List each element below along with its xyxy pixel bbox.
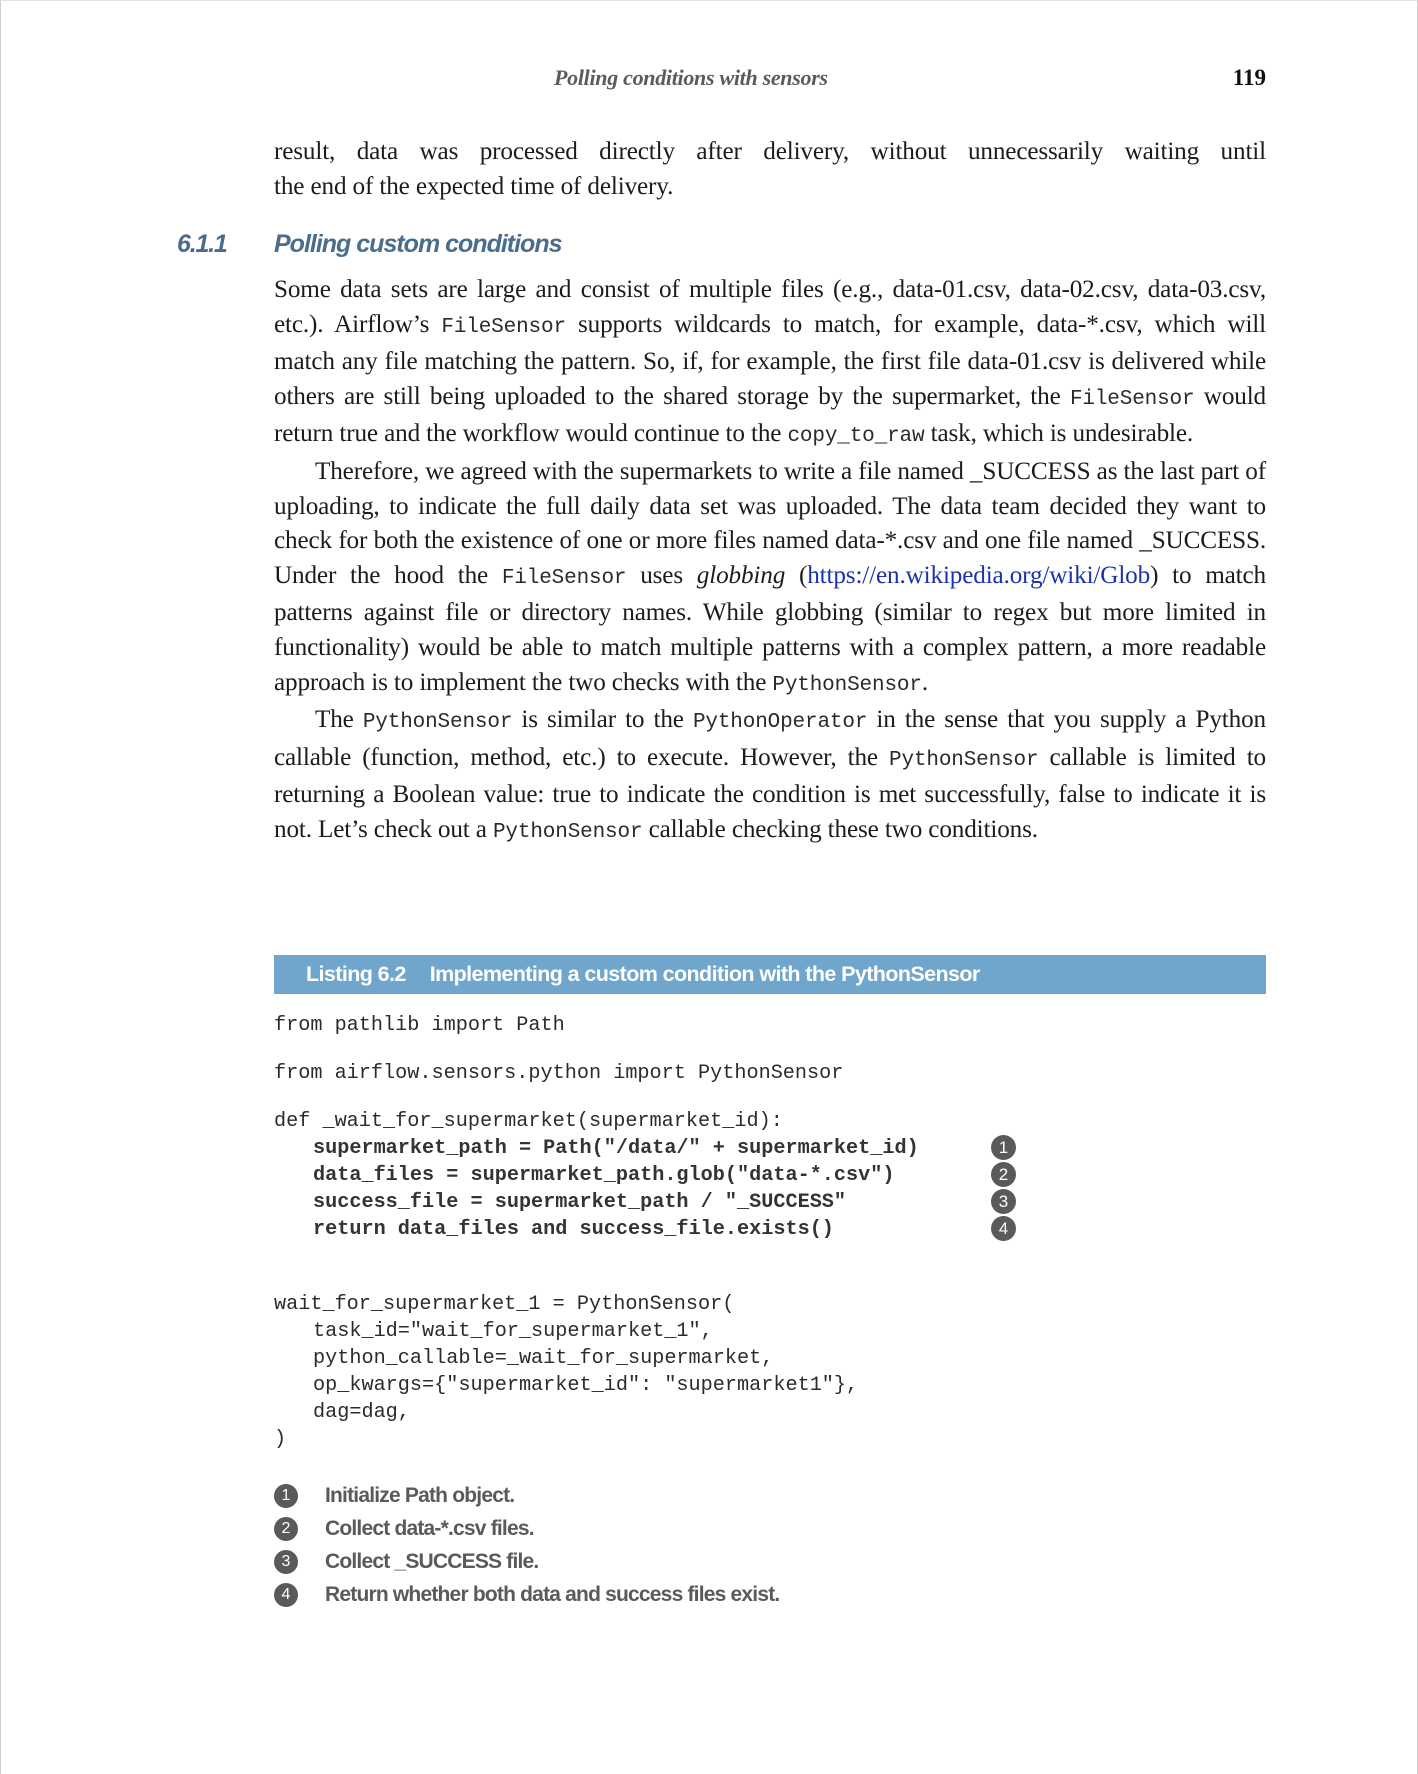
text-run: callable is limited to returning a Boolean value: true to indicate the condition is met successfully, false to indicate it is not. Let’s check out a xyxy=(274,743,1266,843)
text-run: The xyxy=(315,706,363,734)
paragraph-3 xyxy=(274,703,1266,850)
text-run: ( xyxy=(785,561,808,589)
inline-code: FileSensor xyxy=(501,566,627,590)
intro-line-2: the end of the expected time of delivery. xyxy=(274,172,674,200)
code-marker-1: 1 xyxy=(991,1135,1016,1160)
annotation-item xyxy=(274,1512,779,1545)
text-run: Some data sets are large and consist of multiple files (e.g., data-01.csv, data-02.csv, data-03.csv, etc.). Airflow’s xyxy=(274,276,1266,338)
inline-code: FileSensor xyxy=(441,315,566,339)
listing-caption-bar xyxy=(274,955,1266,994)
text-run: Therefore, we agreed with the supermarkets to write a file named _SUCCESS as the last part of uploading, to indicate the full daily data set was uploaded. The data team decided they want to check for both the existence of one or more files named data-*.csv and one file named _SUCCESS. Under the hood the xyxy=(274,457,1266,589)
annotation-text: Return whether both data and success files exist. xyxy=(325,1582,780,1606)
wikipedia-glob-link[interactable]: https://en.wikipedia.org/wiki/Glob xyxy=(807,561,1151,589)
section-number: 6.1.1 xyxy=(177,230,227,258)
code-line: def _wait_for_supermarket(supermarket_id): xyxy=(274,1110,783,1133)
code-listing xyxy=(274,1012,1274,1453)
code-line: python_callable=_wait_for_supermarket, xyxy=(313,1347,774,1370)
inline-code: FileSensor xyxy=(1069,387,1195,411)
emphasis: globbing xyxy=(696,561,786,589)
code-marker-3: 3 xyxy=(991,1189,1016,1214)
annotation-list xyxy=(274,1479,779,1611)
annotation-text: Collect data-*.csv files. xyxy=(325,1516,534,1540)
code-line: wait_for_supermarket_1 = PythonSensor( xyxy=(274,1293,735,1316)
text-run: ) to match patterns against file or directory names. While globbing (similar to regex but more limited in functionality) would be able to match multiple patterns with a complex pattern, a more readable approach is to implement the two checks with the xyxy=(274,561,1267,696)
annotation-marker: 4 xyxy=(274,1583,298,1607)
listing-label: Listing 6.2 xyxy=(306,962,406,986)
text-run: is similar to the xyxy=(512,706,693,734)
code-line: data_files = supermarket_path.glob("data-*.csv") xyxy=(313,1164,895,1187)
text-run: in the sense that you supply a Python callable (function, method, etc.) to execute. However, the xyxy=(274,706,1266,771)
code-line: op_kwargs={"supermarket_id": "supermarket1"}, xyxy=(313,1374,859,1397)
text-run: would return true and the workflow would continue to the xyxy=(274,382,1266,448)
code-line: success_file = supermarket_path / "_SUCCESS" xyxy=(313,1191,847,1214)
section-title: Polling custom conditions xyxy=(274,230,562,258)
text-run: . xyxy=(921,668,928,696)
code-line: ) xyxy=(274,1428,287,1451)
annotation-text: Initialize Path object. xyxy=(325,1483,515,1507)
text-run: callable checking these two conditions. xyxy=(642,815,1038,843)
running-head xyxy=(1,65,1418,95)
inline-code: PythonSensor xyxy=(492,820,643,844)
inline-code: PythonSensor xyxy=(772,673,922,697)
intro-paragraph xyxy=(274,135,1266,204)
inline-code: PythonSensor xyxy=(889,748,1039,772)
annotation-marker: 2 xyxy=(274,1517,298,1541)
page-number: 119 xyxy=(1232,65,1266,90)
annotation-item xyxy=(274,1479,779,1512)
code-line: task_id="wait_for_supermarket_1", xyxy=(313,1320,713,1343)
text-run: task, which is undesirable. xyxy=(924,420,1194,448)
code-line: from pathlib import Path xyxy=(274,1014,565,1037)
inline-code: PythonOperator xyxy=(692,711,868,735)
text-run: uses xyxy=(626,561,697,589)
paragraph-2 xyxy=(274,455,1266,703)
annotation-item xyxy=(274,1545,779,1578)
annotation-marker: 1 xyxy=(274,1484,298,1508)
annotation-item xyxy=(274,1578,779,1611)
running-title: Polling conditions with sensors xyxy=(554,65,828,90)
code-marker-4: 4 xyxy=(991,1216,1016,1241)
code-marker-2: 2 xyxy=(991,1162,1016,1187)
listing-caption: Implementing a custom condition with the PythonSensor xyxy=(429,962,980,986)
code-line: from airflow.sensors.python import PythonSensor xyxy=(274,1062,844,1085)
code-line-blank xyxy=(274,1039,1274,1060)
inline-code: PythonSensor xyxy=(362,711,513,735)
annotation-marker: 3 xyxy=(274,1550,298,1574)
code-line: supermarket_path = Path("/data/" + supermarket_id) xyxy=(313,1137,919,1160)
inline-code: copy_to_raw xyxy=(787,425,925,449)
intro-line-1: result, data was processed directly after delivery, without unnecessarily waiting until xyxy=(274,138,1266,165)
code-line-blank xyxy=(274,1087,1274,1108)
code-line-blank xyxy=(274,1243,1274,1291)
section-heading xyxy=(1,230,1418,264)
code-line: dag=dag, xyxy=(313,1401,410,1424)
text-run: supports wildcards to match, for example, data-*.csv, which will match any file matching the pattern. So, if, for example, the first file data-01.csv is delivered while others are still being uploaded to the shared storage by the supermarket, the xyxy=(274,310,1266,410)
body-text xyxy=(274,273,1266,851)
annotation-text: Collect _SUCCESS file. xyxy=(325,1549,539,1573)
code-line: return data_files and success_file.exists() xyxy=(313,1218,834,1241)
paragraph-1 xyxy=(274,273,1266,455)
